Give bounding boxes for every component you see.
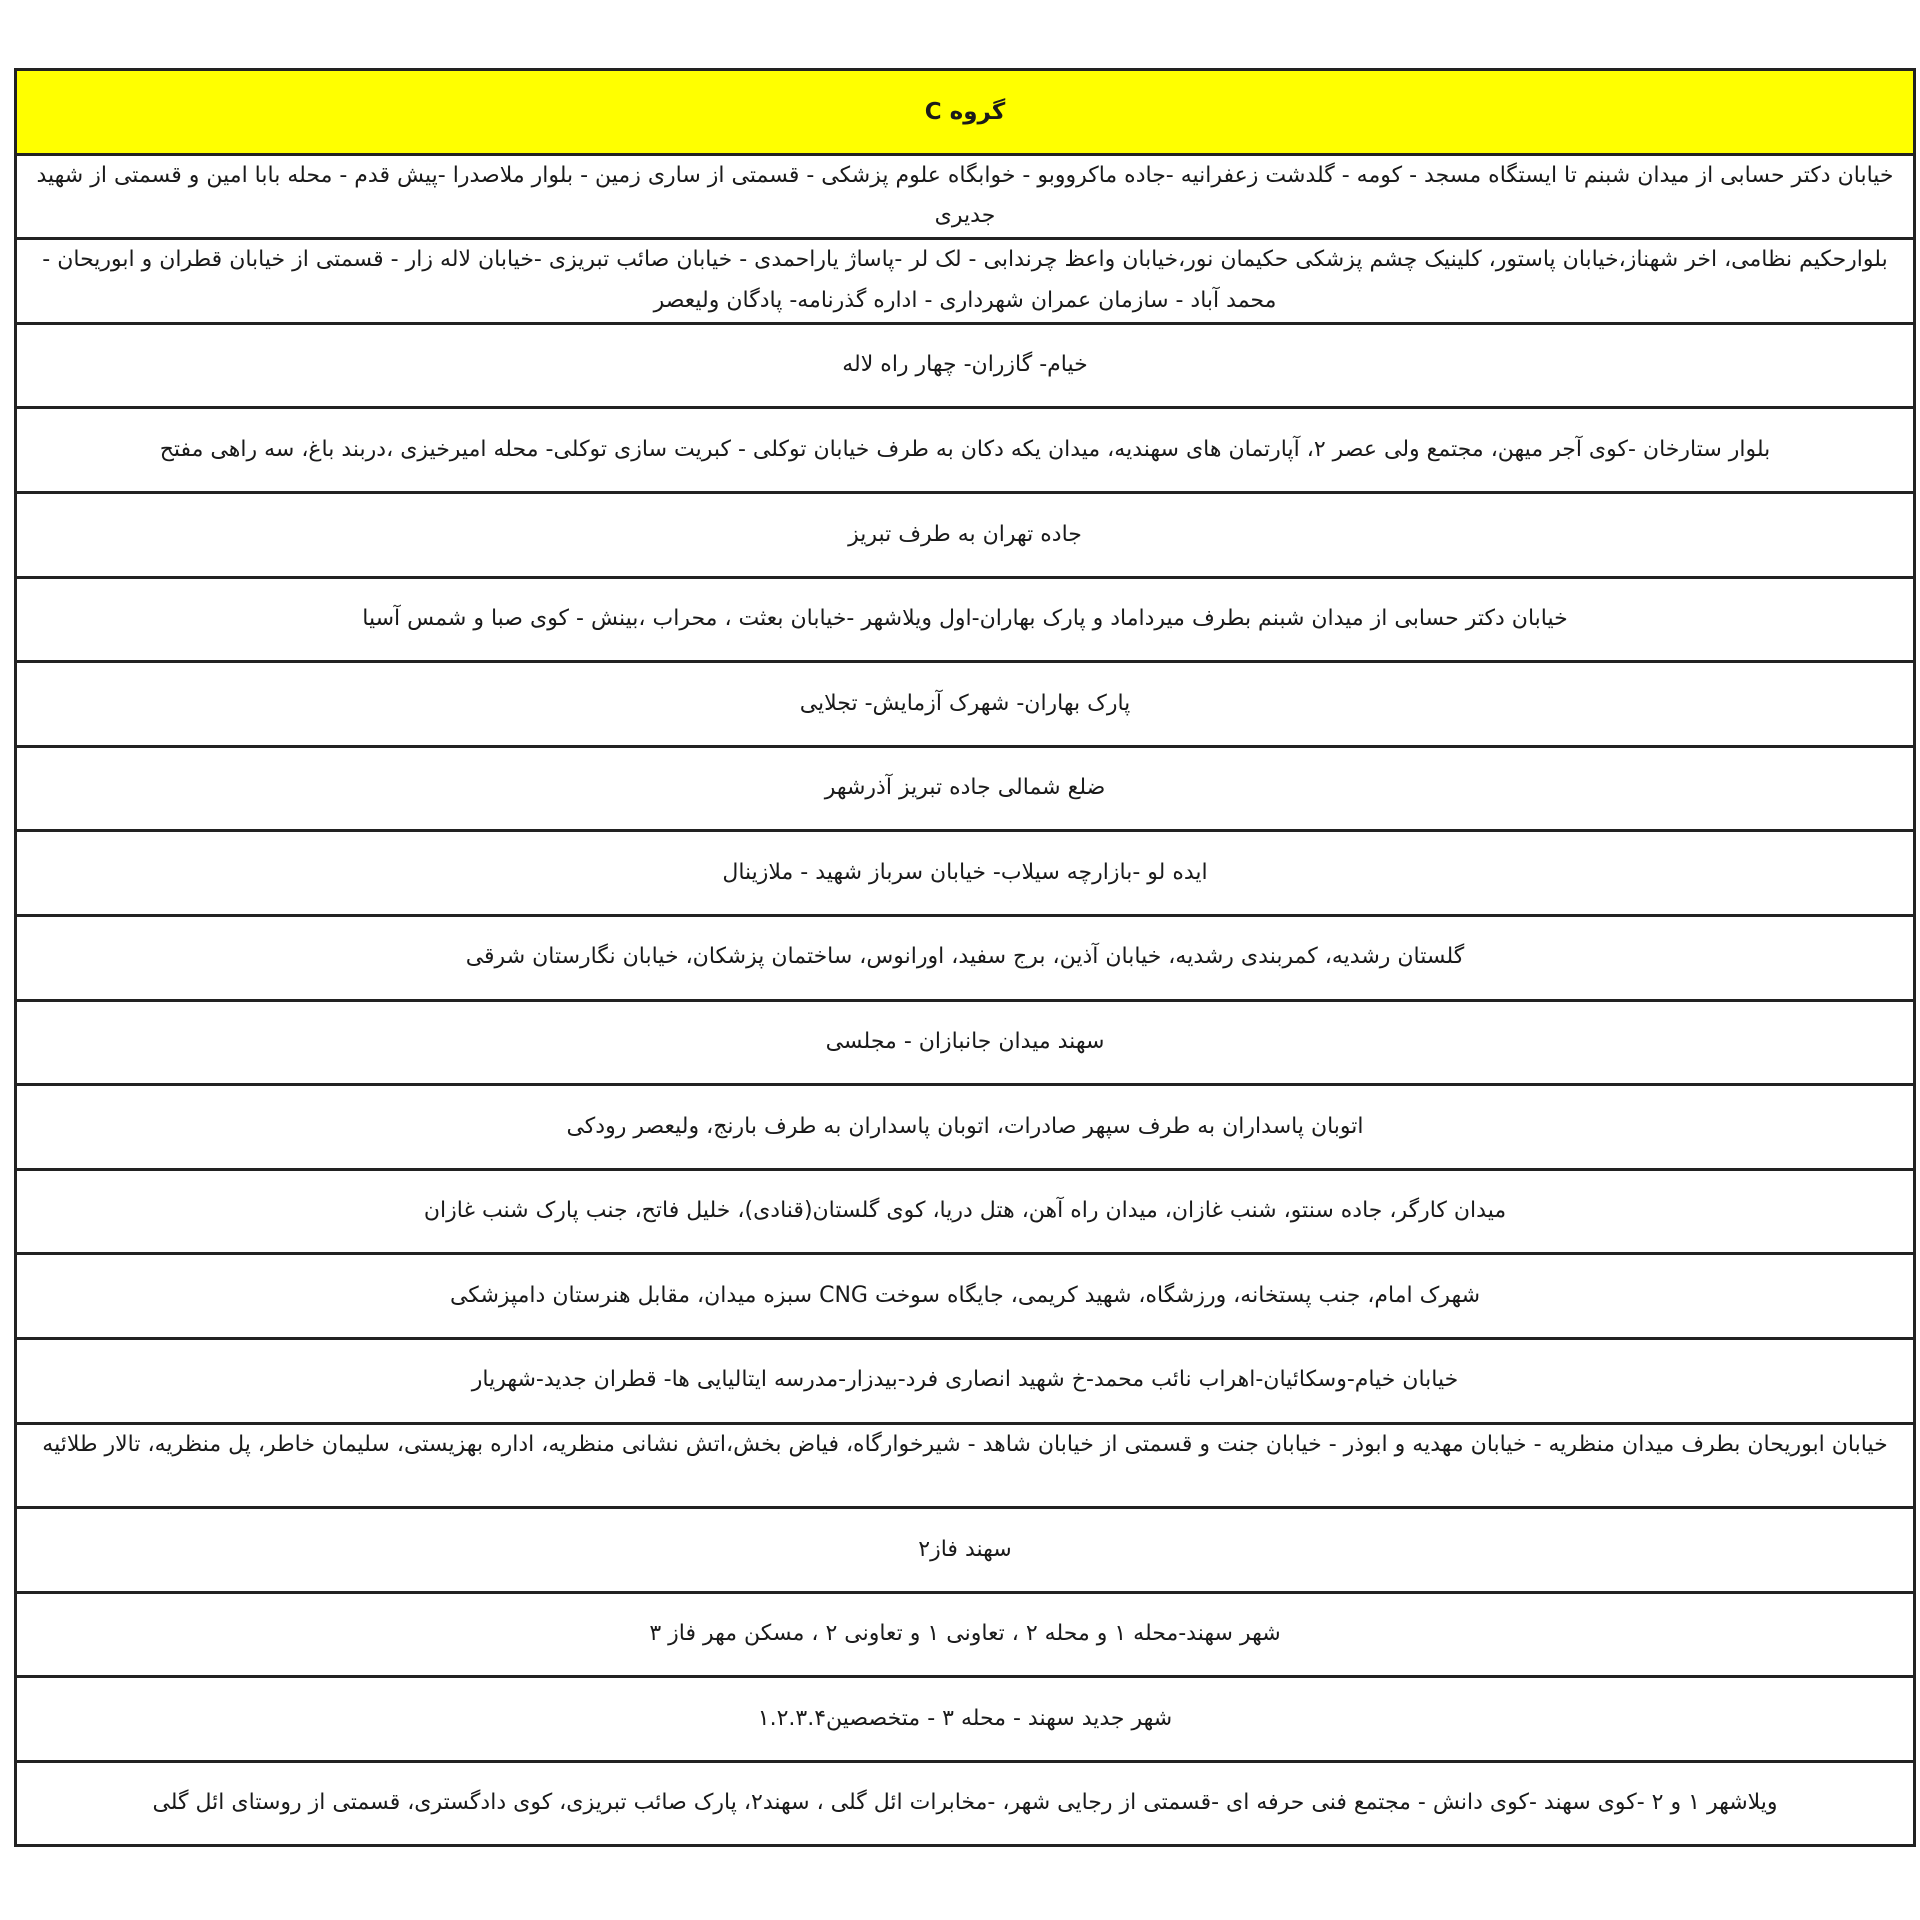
- table-row: [17, 156, 1913, 241]
- table-row: [17, 917, 1913, 1002]
- row-text: جاده تهران به طرف تبریز: [848, 521, 1082, 547]
- table-row: [17, 1509, 1913, 1594]
- row-text: ایده لو -بازارچه سیلاب- خیابان سرباز شهید - ملازینال: [722, 859, 1208, 885]
- table-row: [17, 579, 1913, 664]
- row-text: بلوارحکیم نظامی، اخر شهناز،خیابان پاستور، کلینیک چشم پزشکی حکیمان نور،خیابان واعظ چرندابی - لک لر -پاساژ یاراحمدی - خیابان صائب تبریزی -خیابان لاله زار - قسمتی از خیابان قطران و ابوریحان - محمد آباد - سازمان عمران شهرداری - اداره گذرنامه- پادگان ولیعصر: [42, 247, 1888, 313]
- table-row: [17, 1678, 1913, 1763]
- table-row: [17, 494, 1913, 579]
- table-row: [17, 409, 1913, 494]
- row-text-part: خیابان ابوریحان بطرف میدان منظریه - خیابان مهدیه و ابوذر - خیابان جنت و قسمتی از خیابان شاهد - شیرخوارگاه، فیاض بخش،اتش نشانی منظریه، اداره بهزیستی، سلیمان خاطر، پل منظریه، تالار طلائیه: [42, 1431, 1888, 1457]
- group-title: گروه C: [924, 98, 1006, 125]
- row-text: سهند میدان جانبازان - مجلسی: [825, 1029, 1105, 1055]
- table-row: [17, 1255, 1913, 1340]
- table-row: [17, 325, 1913, 410]
- table-row: [17, 1086, 1913, 1171]
- row-text: ویلاشهر ۱ و ۲ -کوی سهند -کوی دانش - مجتمع فنی حرفه ای -قسمتی از رجایی شهر، -مخابرات ائل گلی ، سهند۲، پارک صائب تبریزی، کوی دادگستری، قسمتی از روستای ائل گلی: [152, 1790, 1778, 1816]
- row-text: شهرک امام، جنب پستخانه، ورزشگاه، شهید کریمی، جایگاه سوخت CNG سبزه میدان، مقابل هنرستان دامپزشکی: [449, 1282, 1481, 1308]
- row-text: خیابان خیام-وسکائیان-اهراب نائب محمد-خ شهید انصاری فرد-بیدزار-مدرسه ایتالیایی ها- قطران جدید-شهریار: [471, 1367, 1459, 1393]
- table-row: [17, 1425, 1913, 1510]
- row-text: خیابان دکتر حسابی از میدان شبنم تا ایستگاه مسجد - کومه - گلدشت زعفرانیه -جاده ماکرووبو - خوابگاه علوم پزشکی - قسمتی از ساری زمین - بلوار ملاصدرا -پیش قدم - محله بابا امین و قسمتی از شهید جدیری: [36, 162, 1894, 229]
- row-text: سهند فاز۲: [918, 1536, 1012, 1562]
- table-header: [17, 71, 1913, 156]
- row-text: گلستان رشدیه، کمربندی رشدیه، خیابان آذین، برج سفید، اورانوس، ساختمان پزشکان، خیابان نگارستان شرقی: [465, 944, 1465, 970]
- row-text: خیابان دکتر حسابی از میدان شبنم بطرف میرداماد و پارک بهاران-اول ویلاشهر -خیابان بعثت ، محراب ،بینش - کوی صبا و شمس آسیا: [362, 606, 1568, 632]
- table-row: [17, 1002, 1913, 1087]
- row-text: پارک بهاران- شهرک آزمایش- تجلایی: [799, 690, 1131, 716]
- table-row: [17, 1594, 1913, 1679]
- row-text: شهر سهند-محله ۱ و محله ۲ ، تعاونی ۱ و تعاونی ۲ ، مسکن مهر فاز ۳: [649, 1621, 1281, 1647]
- table-row: [17, 1763, 1913, 1848]
- table-row: [17, 663, 1913, 748]
- row-text: [31, 1425, 1899, 1466]
- table-row: [17, 240, 1913, 325]
- row-text: میدان کارگر، جاده سنتو، شنب غازان، میدان راه آهن، هتل دریا، کوی گلستان(قنادی)، خلیل فاتح، جنب پارک شنب غازان: [423, 1198, 1507, 1224]
- table-row: [17, 748, 1913, 833]
- table-row: [17, 1171, 1913, 1256]
- outage-table: [14, 68, 1916, 1847]
- table-row: [17, 1340, 1913, 1425]
- row-text: خیام- گازران- چهار راه لاله: [842, 352, 1088, 378]
- table-row: [17, 832, 1913, 917]
- row-text: بلوار ستارخان -کوی آجر میهن، مجتمع ولی عصر ۲، آپارتمان های سهندیه، میدان یکه دکان به طرف خیابان توکلی - کبریت سازی توکلی- محله امیرخیزی ،دربند باغ، سه راهی مفتح: [159, 436, 1771, 462]
- row-text: ضلع شمالی جاده تبریز آذرشهر: [824, 775, 1106, 801]
- row-text: اتوبان پاسداران به طرف سپهر صادرات، اتوبان پاسداران به طرف بارنج، ولیعصر رودکی: [566, 1113, 1364, 1139]
- row-text: شهر جدید سهند - محله ۳ - متخصصین۱.۲.۳.۴: [757, 1705, 1173, 1731]
